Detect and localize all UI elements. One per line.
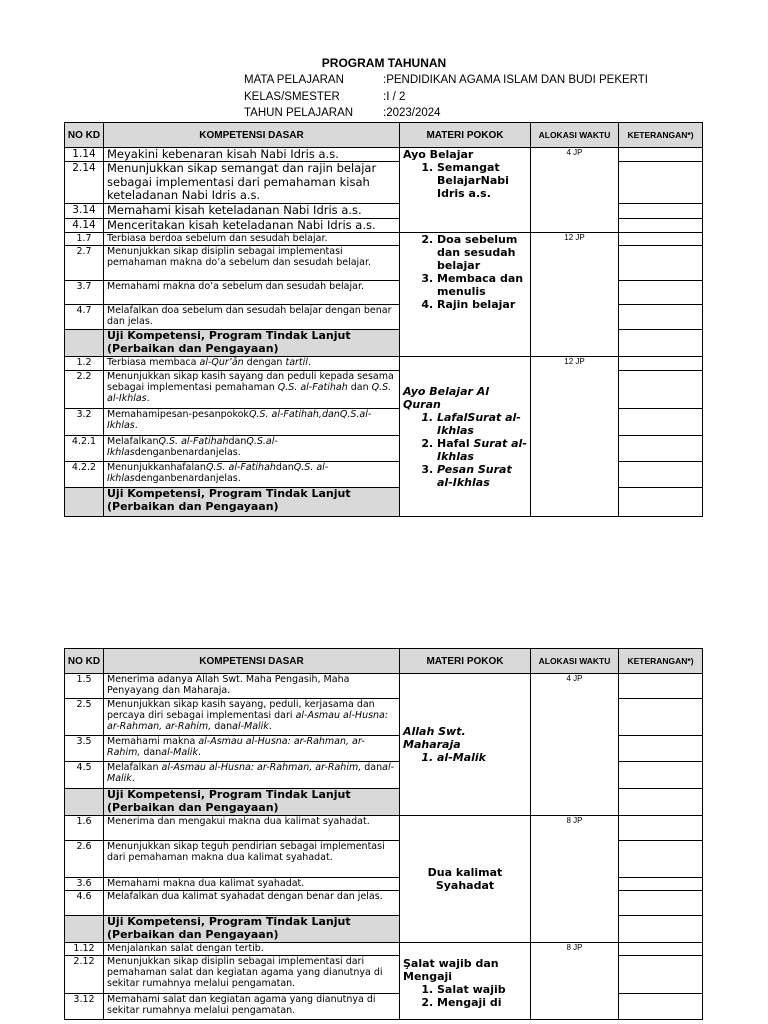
keterangan-cell — [619, 281, 703, 305]
uji-kompetensi-label: Uji Kompetensi, Program Tindak Lanjut (Perbaikan dan Pengayaan) — [104, 330, 400, 357]
keterangan-cell — [619, 674, 703, 699]
kd-text: Menceritakan kisah keteladanan Nabi Idris a.s. — [104, 218, 400, 232]
keterangan-cell — [619, 841, 703, 878]
kd-number: 2.2 — [65, 371, 104, 409]
keterangan-cell — [619, 891, 703, 916]
kd-text: Menunjukkan sikap semangat dan rajin belajar sebagai implementasi dari pemahaman kisah keteladanan Nabi Idris a.s. — [104, 162, 400, 204]
materi-list — [403, 411, 527, 489]
keterangan-cell — [619, 994, 703, 1020]
col-no-kd: NO KD — [65, 649, 104, 674]
kd-number: 4.7 — [65, 305, 104, 330]
keterangan-cell — [619, 357, 703, 371]
table-row — [65, 943, 703, 956]
kd-number: 4.14 — [65, 218, 104, 232]
kd-text: Menunjukkan sikap kasih sayang dan peduli kepada sesama sebagai implementasi pemahaman Q.S. al-Fatihah dan Q.S. al-Ikhlas. — [104, 371, 400, 409]
kd-number: 4.2.2 — [65, 462, 104, 488]
keterangan-cell — [619, 371, 703, 409]
col-keterangan: KETERANGAN*) — [619, 649, 703, 674]
kd-text: Memahamipesan-pesanpokokQ.S. al-Fatihah,danQ.S.al-Ikhlas. — [104, 409, 400, 436]
materi-item: 4. Rajin belajar — [437, 298, 527, 311]
materi-list — [403, 751, 527, 764]
kd-number: 3.2 — [65, 409, 104, 436]
kd-text: Terbiasa membaca al-Qur’ān dengan tartil. — [104, 357, 400, 371]
meta-value: :2023/2024 — [383, 107, 441, 119]
kd-number: 3.12 — [65, 994, 104, 1020]
keterangan-cell — [619, 699, 703, 736]
materi-pokok-cell — [400, 943, 531, 1020]
kd-text: Melafalkan doa sebelum dan sesudah belajar dengan benar dan jelas. — [104, 305, 400, 330]
kd-text: Melafalkan al-Asmau al-Husna: ar-Rahman, ar-Rahim, danal-Malik. — [104, 762, 400, 789]
alokasi-waktu: 4 JP — [531, 148, 619, 233]
keterangan-cell — [619, 305, 703, 330]
uji-kompetensi-label: Uji Kompetensi, Program Tindak Lanjut (Perbaikan dan Pengayaan) — [104, 789, 400, 816]
table-row — [65, 816, 703, 841]
kd-number — [65, 789, 104, 816]
kd-text: Memahami makna dua kalimat syahadat. — [104, 878, 400, 891]
materi-pokok-cell — [400, 233, 531, 357]
materi-heading: Ayo Belajar — [403, 148, 474, 161]
materi-item: 2. Doa sebelum dan sesudah belajar — [437, 233, 527, 272]
kd-text: Menunjukkan sikap kasih sayang, peduli, kerjasama dan percaya diri sebagai implementasi dari al-Asmau al-Husna: ar-Rahman, ar-Rahim, danal-Malik. — [104, 699, 400, 736]
kd-number: 3.7 — [65, 281, 104, 305]
kd-text: Melafalkan dua kalimat syahadat dengan benar dan jelas. — [104, 891, 400, 916]
kd-number: 3.6 — [65, 878, 104, 891]
col-kompetensi-dasar: KOMPETENSI DASAR — [104, 649, 400, 674]
keterangan-cell — [619, 488, 703, 517]
alokasi-waktu: 8 JP — [531, 816, 619, 943]
keterangan-cell — [619, 462, 703, 488]
kd-text: Menerima dan mengakui makna dua kalimat syahadat. — [104, 816, 400, 841]
kd-number: 2.6 — [65, 841, 104, 878]
materi-list — [403, 233, 527, 311]
kd-text: Menerima adanya Allah Swt. Maha Pengasih, Maha Penyayang dan Maharaja. — [104, 674, 400, 699]
meta-label: TAHUN PELAJARAN — [244, 107, 354, 119]
keterangan-cell — [619, 943, 703, 956]
kd-text: MenunjukkanhafalanQ.S. al-FatihahdanQ.S. al-Ikhlasdenganbenardanjelas. — [104, 462, 400, 488]
kd-text: Memahami kisah keteladanan Nabi Idris a.s. — [104, 204, 400, 218]
kd-number — [65, 488, 104, 517]
meta-class — [244, 89, 648, 106]
keterangan-cell — [619, 878, 703, 891]
meta-subject — [244, 72, 648, 89]
kd-number: 1.5 — [65, 674, 104, 699]
keterangan-cell — [619, 330, 703, 357]
alokasi-waktu: 8 JP — [531, 943, 619, 1020]
materi-item: 3. Membaca dan menulis — [437, 272, 527, 298]
materi-heading: Şalat wajib dan Mengaji — [403, 957, 499, 983]
kd-number: 2.12 — [65, 956, 104, 994]
col-keterangan: KETERANGAN*) — [619, 123, 703, 148]
col-no-kd: NO KD — [65, 123, 104, 148]
alokasi-waktu: 4 JP — [531, 674, 619, 816]
kd-number: 1.12 — [65, 943, 104, 956]
materi-heading: Allah Swt. — [403, 725, 466, 738]
kd-number: 1.14 — [65, 148, 104, 162]
materi-heading: Ayo Belajar Al Quran — [403, 384, 490, 411]
table-row — [65, 357, 703, 371]
materi-item: 2. Mengaji di — [437, 996, 527, 1009]
keterangan-cell — [619, 762, 703, 789]
meta-label: KELAS/SMESTER — [244, 90, 340, 103]
kd-text: MelafalkanQ.S. al-FatihahdanQ.S.al-Ikhlasdenganbenardanjelas. — [104, 436, 400, 462]
kd-text: Terbiasa berdoa sebelum dan sesudah belajar. — [104, 233, 400, 246]
materi-pokok-cell — [400, 357, 531, 517]
materi-heading: Maharaja — [403, 738, 461, 751]
col-alokasi-waktu: ALOKASI WAKTU — [531, 123, 619, 148]
table-row — [65, 233, 703, 246]
table-header-row — [65, 649, 703, 674]
materi-pokok-cell: Dua kalimat Syahadat — [400, 816, 531, 943]
materi-item: 1. Salat wajib — [437, 983, 527, 996]
materi-item: 1. LafalSurat al-Ikhlas — [437, 411, 527, 437]
keterangan-cell — [619, 789, 703, 816]
col-materi-pokok: MATERI POKOK — [400, 123, 531, 148]
keterangan-cell — [619, 162, 703, 204]
kd-number — [65, 916, 104, 943]
kd-number — [65, 330, 104, 357]
kd-number: 2.5 — [65, 699, 104, 736]
materi-pokok-cell — [400, 148, 531, 233]
keterangan-cell — [619, 204, 703, 218]
keterangan-cell — [619, 233, 703, 246]
keterangan-cell — [619, 956, 703, 994]
kd-number: 3.5 — [65, 736, 104, 762]
page-title: PROGRAM TAHUNAN — [321, 56, 447, 70]
materi-list — [403, 983, 527, 1009]
keterangan-cell — [619, 436, 703, 462]
table-header-row — [65, 123, 703, 148]
kd-number: 3.14 — [65, 204, 104, 218]
materi-item: 1. Semangat BelajarNabi Idris a.s. — [437, 161, 527, 200]
meta-year — [244, 105, 648, 122]
table-row — [65, 148, 703, 162]
kd-text: Menjalankan salat dengan tertib. — [104, 943, 400, 956]
kd-number: 2.7 — [65, 246, 104, 281]
meta-value: :I / 2 — [383, 90, 406, 103]
col-kompetensi-dasar: KOMPETENSI DASAR — [104, 123, 400, 148]
kd-number: 1.7 — [65, 233, 104, 246]
materi-item: 2. Hafal Surat al-Ikhlas — [437, 437, 527, 463]
kd-text: Memahami makna al-Asmau al-Husna: ar-Rahman, ar-Rahim, danal-Malik. — [104, 736, 400, 762]
keterangan-cell — [619, 218, 703, 232]
alokasi-waktu: 12 JP — [531, 233, 619, 357]
document-meta — [244, 72, 648, 122]
program-table-1 — [64, 122, 703, 517]
uji-kompetensi-label: Uji Kompetensi, Program Tindak Lanjut (Perbaikan dan Pengayaan) — [104, 916, 400, 943]
kd-number: 2.14 — [65, 162, 104, 204]
materi-list — [403, 161, 527, 200]
meta-label: MATA PELAJARAN — [244, 74, 344, 86]
program-table-2 — [64, 648, 703, 1020]
materi-item: 3. Pesan Surat al-Ikhlas — [437, 463, 527, 489]
col-alokasi-waktu: ALOKASI WAKTU — [531, 649, 619, 674]
col-materi-pokok: MATERI POKOK — [400, 649, 531, 674]
kd-number: 4.6 — [65, 891, 104, 916]
keterangan-cell — [619, 736, 703, 762]
uji-kompetensi-label: Uji Kompetensi, Program Tindak Lanjut (Perbaikan dan Pengayaan) — [104, 488, 400, 517]
materi-pokok-cell — [400, 674, 531, 816]
kd-text: Meyakini kebenaran kisah Nabi Idris a.s. — [104, 148, 400, 162]
kd-number: 4.2.1 — [65, 436, 104, 462]
alokasi-waktu: 12 JP — [531, 357, 619, 517]
kd-number: 4.5 — [65, 762, 104, 789]
kd-text: Memahami salat dan kegiatan agama yang dianutnya di sekitar rumahnya melalui pengamatan. — [104, 994, 400, 1020]
keterangan-cell — [619, 148, 703, 162]
materi-item: 1. al-Malik — [437, 751, 527, 764]
meta-value: :PENDIDIKAN AGAMA ISLAM DAN BUDI PEKERTI — [383, 74, 648, 86]
kd-text: Menunjukkan sikap teguh pendirian sebagai implementasi dari pemahaman makna dua kalimat syahadat. — [104, 841, 400, 878]
kd-text: Menunjukkan sikap disiplin sebagai implementasi pemahaman makna do’a sebelum dan sesudah belajar. — [104, 246, 400, 281]
keterangan-cell — [619, 916, 703, 943]
table-row — [65, 674, 703, 699]
kd-number: 1.6 — [65, 816, 104, 841]
keterangan-cell — [619, 409, 703, 436]
kd-text: Menunjukkan sikap disiplin sebagai implementasi dari pemahaman salat dan kegiatan agama yang dianutnya di sekitar rumahnya melalui pengamatan. — [104, 956, 400, 994]
keterangan-cell — [619, 246, 703, 281]
kd-text: Memahami makna do’a sebelum dan sesudah belajar. — [104, 281, 400, 305]
keterangan-cell — [619, 816, 703, 841]
kd-number: 1.2 — [65, 357, 104, 371]
